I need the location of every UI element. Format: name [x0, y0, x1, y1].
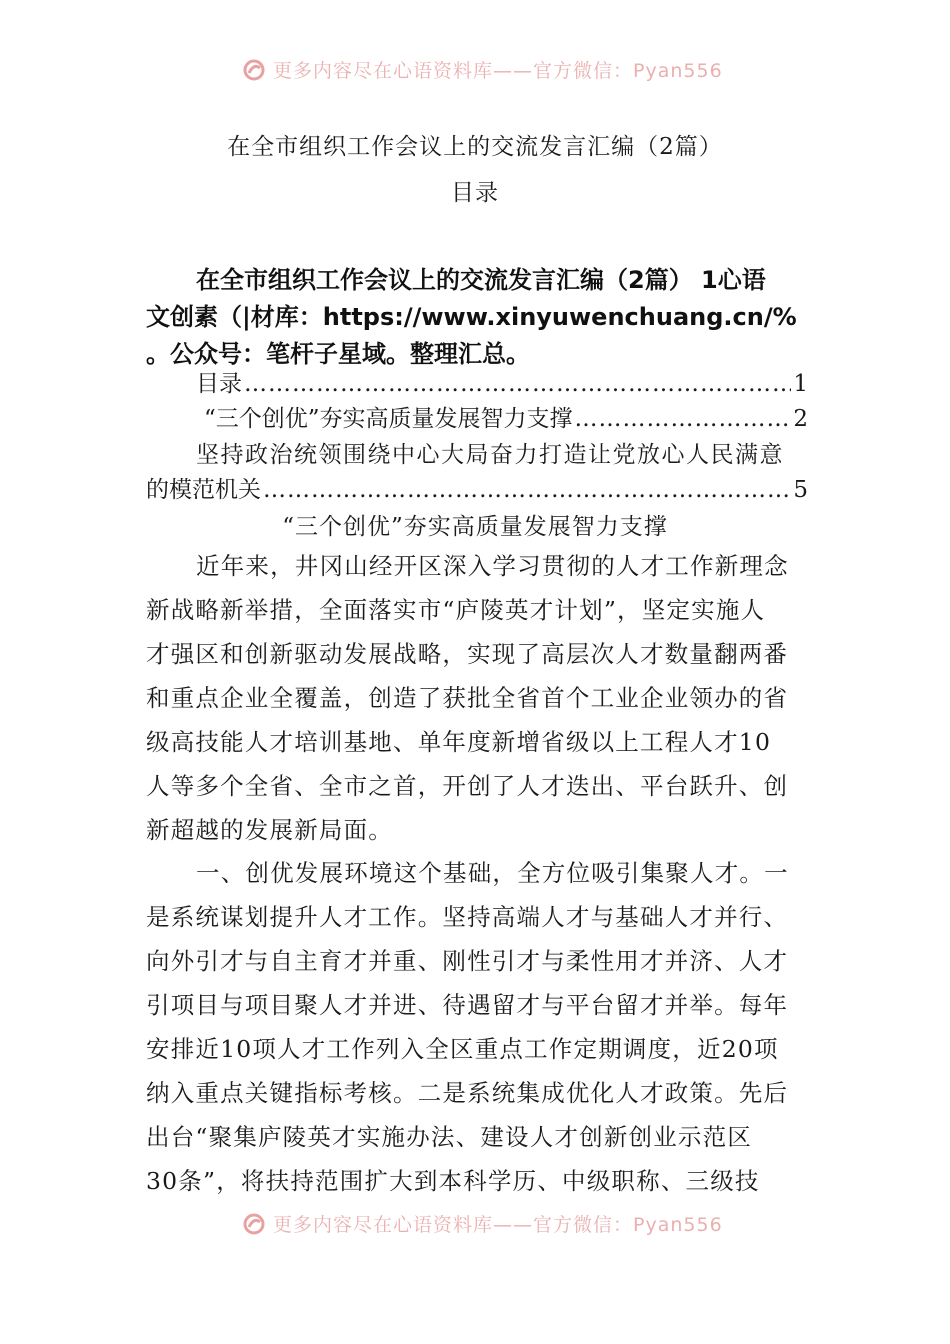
body-paragraph [146, 544, 808, 852]
section-heading: “三个创优”夯实高质量发展智力支撑 [282, 514, 668, 540]
toc-entry-title: 的模范机关 [146, 477, 261, 503]
toc-entry-title: 坚持政治统领围绕中心大局奋力打造让党放心人民满意 [196, 442, 784, 468]
text-line: 新战略新举措，全面落实市“庐陵英才计划”，坚定实施人 [146, 596, 766, 624]
bold-line: 在全市组织工作会议上的交流发言汇编（2篇） 1心语 [196, 266, 766, 294]
text-line: 才强区和创新驱动发展战略，实现了高层次人才数量翻两番 [146, 640, 789, 668]
text-line: 出台“聚集庐陵英才实施办法、建设人才创新创业示范区 [146, 1123, 753, 1151]
toc-entry-title: 目录 [196, 371, 242, 397]
toc-leader [263, 472, 791, 508]
bold-intro-block [146, 262, 806, 373]
text-line: 新超越的发展新局面。 [146, 816, 393, 844]
text-line: 级高技能人才培训基地、单年度新增省级以上工程人才10 [146, 728, 772, 756]
text-line: 30条”，将扶持范围扩大到本科学历、中级职称、三级技 [146, 1167, 760, 1195]
bold-line: 文创素（|材库：https://www.xinyuwenchuang.cn/% [146, 303, 797, 331]
toc-leader [575, 401, 792, 437]
toc-heading: 目录 [451, 180, 499, 206]
text-line: 近年来，井冈山经开区深入学习贯彻的人才工作新理念 [196, 552, 789, 580]
watermark-top [0, 52, 950, 86]
text-line: 人等多个全省、全市之首，开创了人才迭出、平台跃升、创 [146, 772, 789, 800]
watermark-bottom [0, 1206, 950, 1240]
logo-icon [243, 1213, 265, 1235]
body-paragraph [146, 851, 808, 1203]
toc-entry-line1[interactable] [146, 437, 808, 473]
text-line: 安排近10项人才工作列入全区重点工作定期调度，近20项 [146, 1035, 779, 1063]
watermark-text: 更多内容尽在心语资料库——官方微信：Pyan556 [273, 60, 723, 82]
document-title: 在全市组织工作会议上的交流发言汇编（2篇） [227, 134, 723, 160]
watermark-text: 更多内容尽在心语资料库——官方微信：Pyan556 [273, 1214, 723, 1236]
text-line: 和重点企业全覆盖，创造了获批全省首个工业企业领办的省 [146, 684, 789, 712]
toc-leader [244, 366, 791, 402]
toc-page-number: 2 [793, 406, 808, 432]
text-line: 引项目与项目聚人才并进、待遇留才与平台留才并举。每年 [146, 991, 789, 1019]
text-line: 向外引才与自主育才并重、刚性引才与柔性用才并济、人才 [146, 947, 789, 975]
toc-entry-title: “三个创优”夯实高质量发展智力支撑 [204, 406, 573, 432]
logo-icon [243, 59, 265, 81]
toc-entry[interactable] [146, 366, 808, 402]
toc-entry[interactable] [146, 472, 808, 508]
text-line: 是系统谋划提升人才工作。坚持高端人才与基础人才并行、 [146, 903, 789, 931]
toc-page-number: 5 [793, 477, 808, 503]
text-line: 纳入重点关键指标考核。二是系统集成优化人才政策。先后 [146, 1079, 789, 1107]
bold-line: 。公众号：笔杆子星域。整理汇总。 [146, 340, 530, 368]
toc-entry[interactable] [146, 401, 808, 437]
text-line: 一、创优发展环境这个基础，全方位吸引集聚人才。一 [196, 859, 789, 887]
toc-page-number: 1 [793, 371, 808, 397]
